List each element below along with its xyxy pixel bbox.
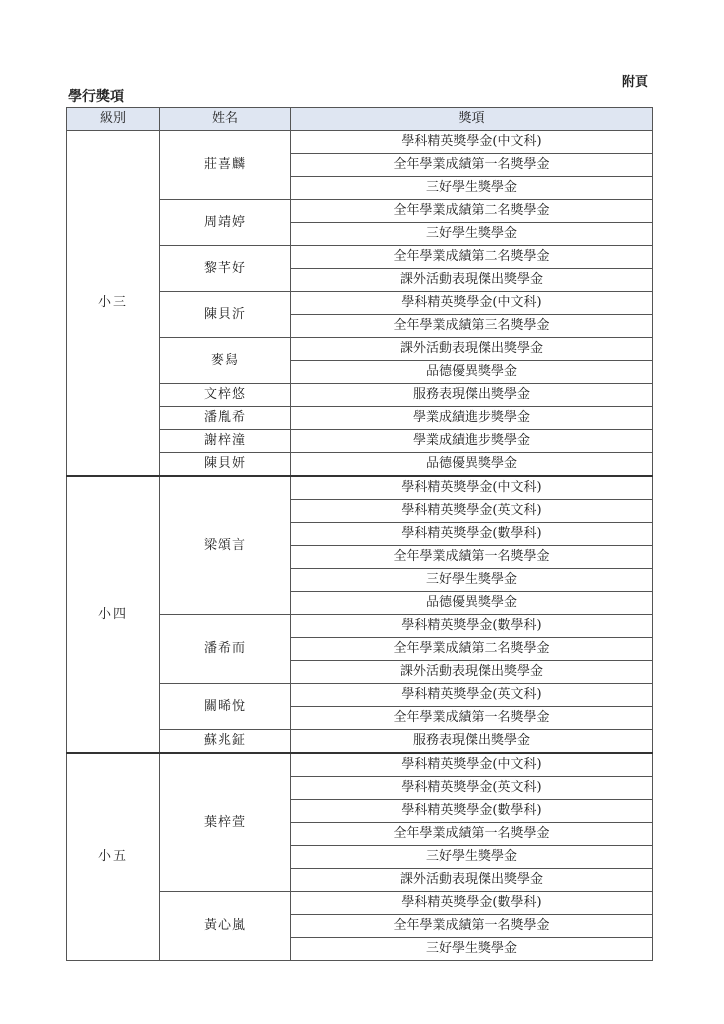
student-name-cell: 麥舄 [160,338,291,384]
award-cell: 全年學業成績第一名獎學金 [291,915,653,938]
awards-table [66,107,653,961]
page-title: 學行獎項 [68,89,124,105]
award-cell: 學科精英獎學金(中文科) [291,292,653,315]
student-name-cell: 葉梓萱 [160,753,291,892]
award-cell: 課外活動表現傑出獎學金 [291,661,653,684]
table-header-row [67,108,653,131]
table-row [67,476,653,500]
student-name-cell: 潘胤希 [160,407,291,430]
award-cell: 品德優異獎學金 [291,453,653,477]
student-name-cell: 謝梓潼 [160,430,291,453]
award-cell: 品德優異獎學金 [291,592,653,615]
award-cell: 三好學生獎學金 [291,569,653,592]
header-grade: 級別 [67,108,160,131]
award-cell: 服務表現傑出獎學金 [291,730,653,754]
award-cell: 學業成績進步獎學金 [291,407,653,430]
award-cell: 全年學業成績第一名獎學金 [291,823,653,846]
award-cell: 課外活動表現傑出獎學金 [291,869,653,892]
award-cell: 服務表現傑出獎學金 [291,384,653,407]
award-cell: 全年學業成績第三名獎學金 [291,315,653,338]
student-name-cell: 陳貝沂 [160,292,291,338]
awards-table-body [67,131,653,961]
award-cell: 三好學生獎學金 [291,177,653,200]
award-cell: 學科精英獎學金(英文科) [291,500,653,523]
award-cell: 課外活動表現傑出獎學金 [291,269,653,292]
award-cell: 三好學生獎學金 [291,223,653,246]
award-cell: 學業成績進步獎學金 [291,430,653,453]
award-cell: 學科精英獎學金(數學科) [291,800,653,823]
student-name-cell: 蘇兆鉦 [160,730,291,754]
grade-cell: 小五 [67,753,160,961]
award-cell: 全年學業成績第二名獎學金 [291,246,653,269]
table-row [67,753,653,777]
award-cell: 學科精英獎學金(英文科) [291,777,653,800]
student-name-cell: 潘希而 [160,615,291,684]
award-cell: 學科精英獎學金(數學科) [291,615,653,638]
grade-cell: 小四 [67,476,160,753]
student-name-cell: 梁頌言 [160,476,291,615]
student-name-cell: 黎芊好 [160,246,291,292]
header-name: 姓名 [160,108,291,131]
table-row [67,131,653,154]
award-cell: 全年學業成績第一名獎學金 [291,154,653,177]
student-name-cell: 黃心嵐 [160,892,291,961]
award-cell: 三好學生獎學金 [291,938,653,961]
student-name-cell: 莊喜麟 [160,131,291,200]
award-cell: 學科精英獎學金(中文科) [291,753,653,777]
award-cell: 學科精英獎學金(數學科) [291,892,653,915]
student-name-cell: 關晞悅 [160,684,291,730]
award-cell: 學科精英獎學金(英文科) [291,684,653,707]
award-cell: 全年學業成績第一名獎學金 [291,707,653,730]
award-cell: 品德優異獎學金 [291,361,653,384]
award-cell: 全年學業成績第一名獎學金 [291,546,653,569]
award-cell: 課外活動表現傑出獎學金 [291,338,653,361]
appendix-label: 附頁 [621,75,648,90]
student-name-cell: 陳貝妍 [160,453,291,477]
grade-cell: 小三 [67,131,160,477]
student-name-cell: 周靖婷 [160,200,291,246]
award-cell: 學科精英獎學金(中文科) [291,131,653,154]
award-cell: 學科精英獎學金(數學科) [291,523,653,546]
award-cell: 全年學業成績第二名獎學金 [291,200,653,223]
student-name-cell: 文梓悠 [160,384,291,407]
header-award: 獎項 [291,108,653,131]
award-cell: 學科精英獎學金(中文科) [291,476,653,500]
award-cell: 全年學業成績第二名獎學金 [291,638,653,661]
award-cell: 三好學生獎學金 [291,846,653,869]
